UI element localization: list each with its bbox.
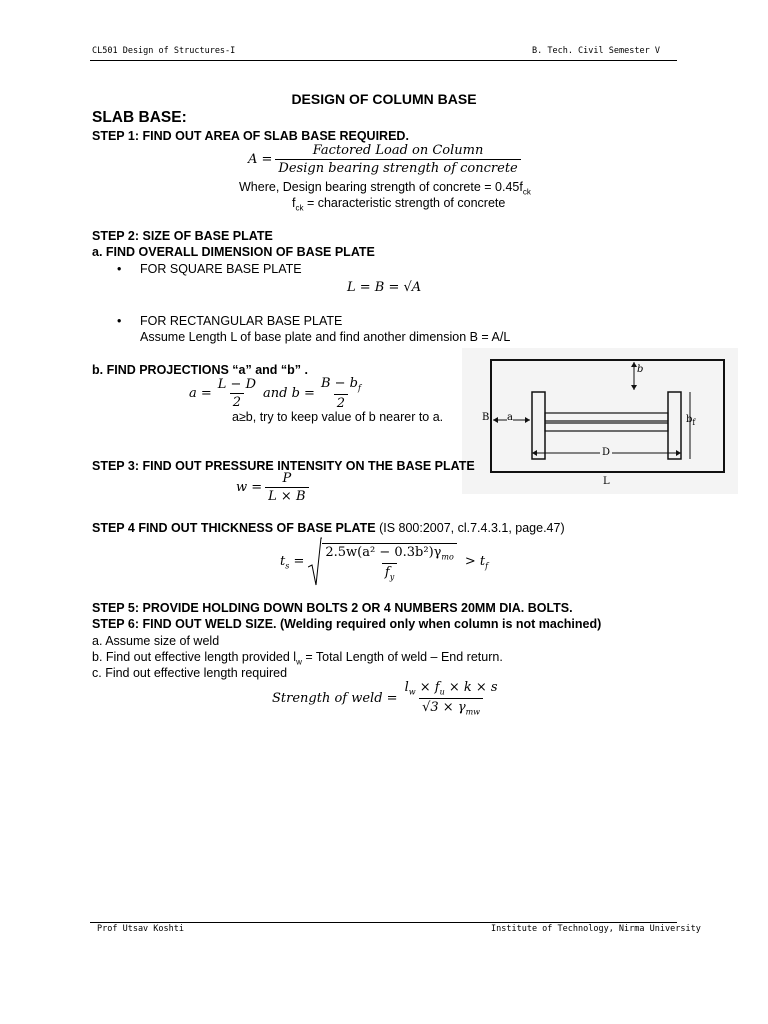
fck-definition-line xyxy=(292,196,505,213)
weld-num-fu: × f xyxy=(415,680,440,695)
step3-heading: STEP 3: FIND OUT PRESSURE INTENSITY ON THE BASE PLATE xyxy=(92,459,475,473)
bearing-strength-text: Where, Design bearing strength of concrete = 0.45f xyxy=(239,180,523,194)
label-a: a xyxy=(507,412,513,423)
header-rule xyxy=(90,60,677,61)
thickness-rhs-text: > t xyxy=(464,553,486,569)
step6-item-c: c. Find out effective length required xyxy=(92,666,288,680)
pressure-numerator: P xyxy=(282,471,292,486)
thickness-formula xyxy=(280,537,488,587)
weld-lhs: Strength of weld = xyxy=(272,690,398,706)
page-title: DESIGN OF COLUMN BASE xyxy=(291,91,477,107)
column-flange-right xyxy=(668,392,681,459)
step5-heading: STEP 5: PROVIDE HOLDING DOWN BOLTS 2 OR 4 NUMBERS 20MM DIA. BOLTS. xyxy=(92,601,573,615)
proj-a-denominator: 2 xyxy=(230,393,244,410)
column-web-bottom xyxy=(545,423,668,431)
thickness-lhs-sub: s xyxy=(285,561,290,571)
label-bf-sub: f xyxy=(692,418,696,427)
step6-item-b-text: b. Find out effective length provided l xyxy=(92,650,297,664)
area-formula-denominator: Design bearing strength of concrete xyxy=(275,159,520,176)
section-heading: SLAB BASE: xyxy=(92,109,187,126)
thickness-rhs xyxy=(465,554,488,571)
step4-heading-reference: (IS 800:2007, cl.7.4.3.1, page.47) xyxy=(375,521,565,535)
step4-heading xyxy=(92,521,565,535)
area-formula-numerator: Factored Load on Column xyxy=(312,143,484,158)
step2-sub-a: a. FIND OVERALL DIMENSION OF BASE PLATE xyxy=(92,245,375,259)
thickness-lhs: $t_s$ = xyxy=(280,553,305,571)
proj-a-lhs: a = xyxy=(189,385,212,401)
square-plate-formula: L = B = √A xyxy=(347,280,422,295)
thickness-den-sub: y xyxy=(389,572,395,582)
proj-b-num-sub: f xyxy=(357,383,361,393)
step1-heading: STEP 1: FIND OUT AREA OF SLAB BASE REQUIRED. xyxy=(92,129,409,143)
proj-b-lhs: and b = xyxy=(263,385,315,401)
weld-num-tail: × k × s xyxy=(444,680,498,695)
weld-num-l-sub: w xyxy=(408,687,416,697)
column-flange-left xyxy=(532,392,545,459)
base-plate-diagram xyxy=(462,348,738,494)
weld-denominator xyxy=(419,698,483,717)
dim-b-arrow-bottom xyxy=(631,385,637,390)
bearing-strength-sub: ck xyxy=(522,187,531,197)
label-L: L xyxy=(603,476,610,487)
step6-item-a: a. Assume size of weld xyxy=(92,634,220,648)
thickness-rhs-sub: f xyxy=(485,561,489,571)
bullet-icon: • xyxy=(117,262,122,276)
area-formula xyxy=(248,143,521,176)
pressure-denominator: L × B xyxy=(265,487,308,504)
weld-den-sub: mw xyxy=(465,707,481,717)
weld-den-text: √3 × γ xyxy=(422,699,466,715)
label-D: D xyxy=(602,447,611,458)
bullet-rect-plate: FOR RECTANGULAR BASE PLATE xyxy=(140,314,343,328)
label-b-top: b xyxy=(637,364,644,375)
step4-heading-bold: STEP 4 FIND OUT THICKNESS OF BASE PLATE xyxy=(92,521,376,535)
fck-sub: ck xyxy=(295,203,304,213)
step2-heading: STEP 2: SIZE OF BASE PLATE xyxy=(92,229,273,243)
weld-num-l: l xyxy=(404,680,409,695)
step6-heading: STEP 6: FIND OUT WELD SIZE. (Welding required only when column is not machined) xyxy=(92,617,602,631)
thickness-num-sub: mo xyxy=(441,552,454,562)
rect-plate-detail: Assume Length L of base plate and find another dimension B = A/L xyxy=(140,330,511,344)
area-formula-lhs: A = xyxy=(248,152,273,167)
thickness-numerator xyxy=(322,545,456,563)
thickness-num-text: 2.5w(a² − 0.3b²)γ xyxy=(325,544,442,560)
weld-num-fu-sub: u xyxy=(439,687,445,697)
fck-definition-text: = characteristic strength of concrete xyxy=(303,196,506,210)
bearing-strength-line xyxy=(239,180,531,197)
bullet-icon: • xyxy=(117,314,122,328)
base-plate-diagram-svg xyxy=(462,348,738,494)
thickness-denominator xyxy=(382,563,397,582)
bullet-square-plate: FOR SQUARE BASE PLATE xyxy=(140,262,302,276)
header-semester: B. Tech. Civil Semester V xyxy=(532,46,660,56)
footer-institute: Institute of Technology, Nirma University xyxy=(491,924,701,934)
step6-item-b-sub: w xyxy=(296,657,302,667)
proj-a-numerator: L − D xyxy=(217,376,256,392)
column-web-top xyxy=(545,413,668,421)
proj-b-denominator: 2 xyxy=(334,394,348,411)
thickness-lhs-text: t xyxy=(280,553,286,569)
dim-a-arrow-left xyxy=(493,417,498,423)
step6-item-b xyxy=(92,650,503,667)
step2-sub-b: b. FIND PROJECTIONS “a” and “b” . xyxy=(92,363,308,377)
proj-b-num-text: B − b xyxy=(320,376,358,391)
step6-item-b-rest: = Total Length of weld – End return. xyxy=(301,650,503,664)
header-course: CL501 Design of Structures-I xyxy=(92,46,236,56)
sqrt-icon xyxy=(308,537,322,587)
label-bf xyxy=(686,414,695,427)
label-bf-text: b xyxy=(686,414,693,425)
pressure-lhs: w = xyxy=(236,480,263,495)
proj-b-numerator xyxy=(318,376,364,394)
pressure-formula xyxy=(236,471,309,504)
projection-note: a≥b, try to keep value of b nearer to a. xyxy=(232,410,444,424)
footer-rule xyxy=(90,922,677,923)
fck-symbol: f xyxy=(292,196,296,210)
dim-a-arrow-right xyxy=(525,417,530,423)
footer-author: Prof Utsav Koshti xyxy=(97,924,184,934)
projection-formula xyxy=(189,376,364,411)
label-B: B xyxy=(482,412,490,423)
weld-numerator xyxy=(402,680,501,698)
thickness-den-text: f xyxy=(384,564,390,580)
weld-strength-formula xyxy=(272,680,501,716)
